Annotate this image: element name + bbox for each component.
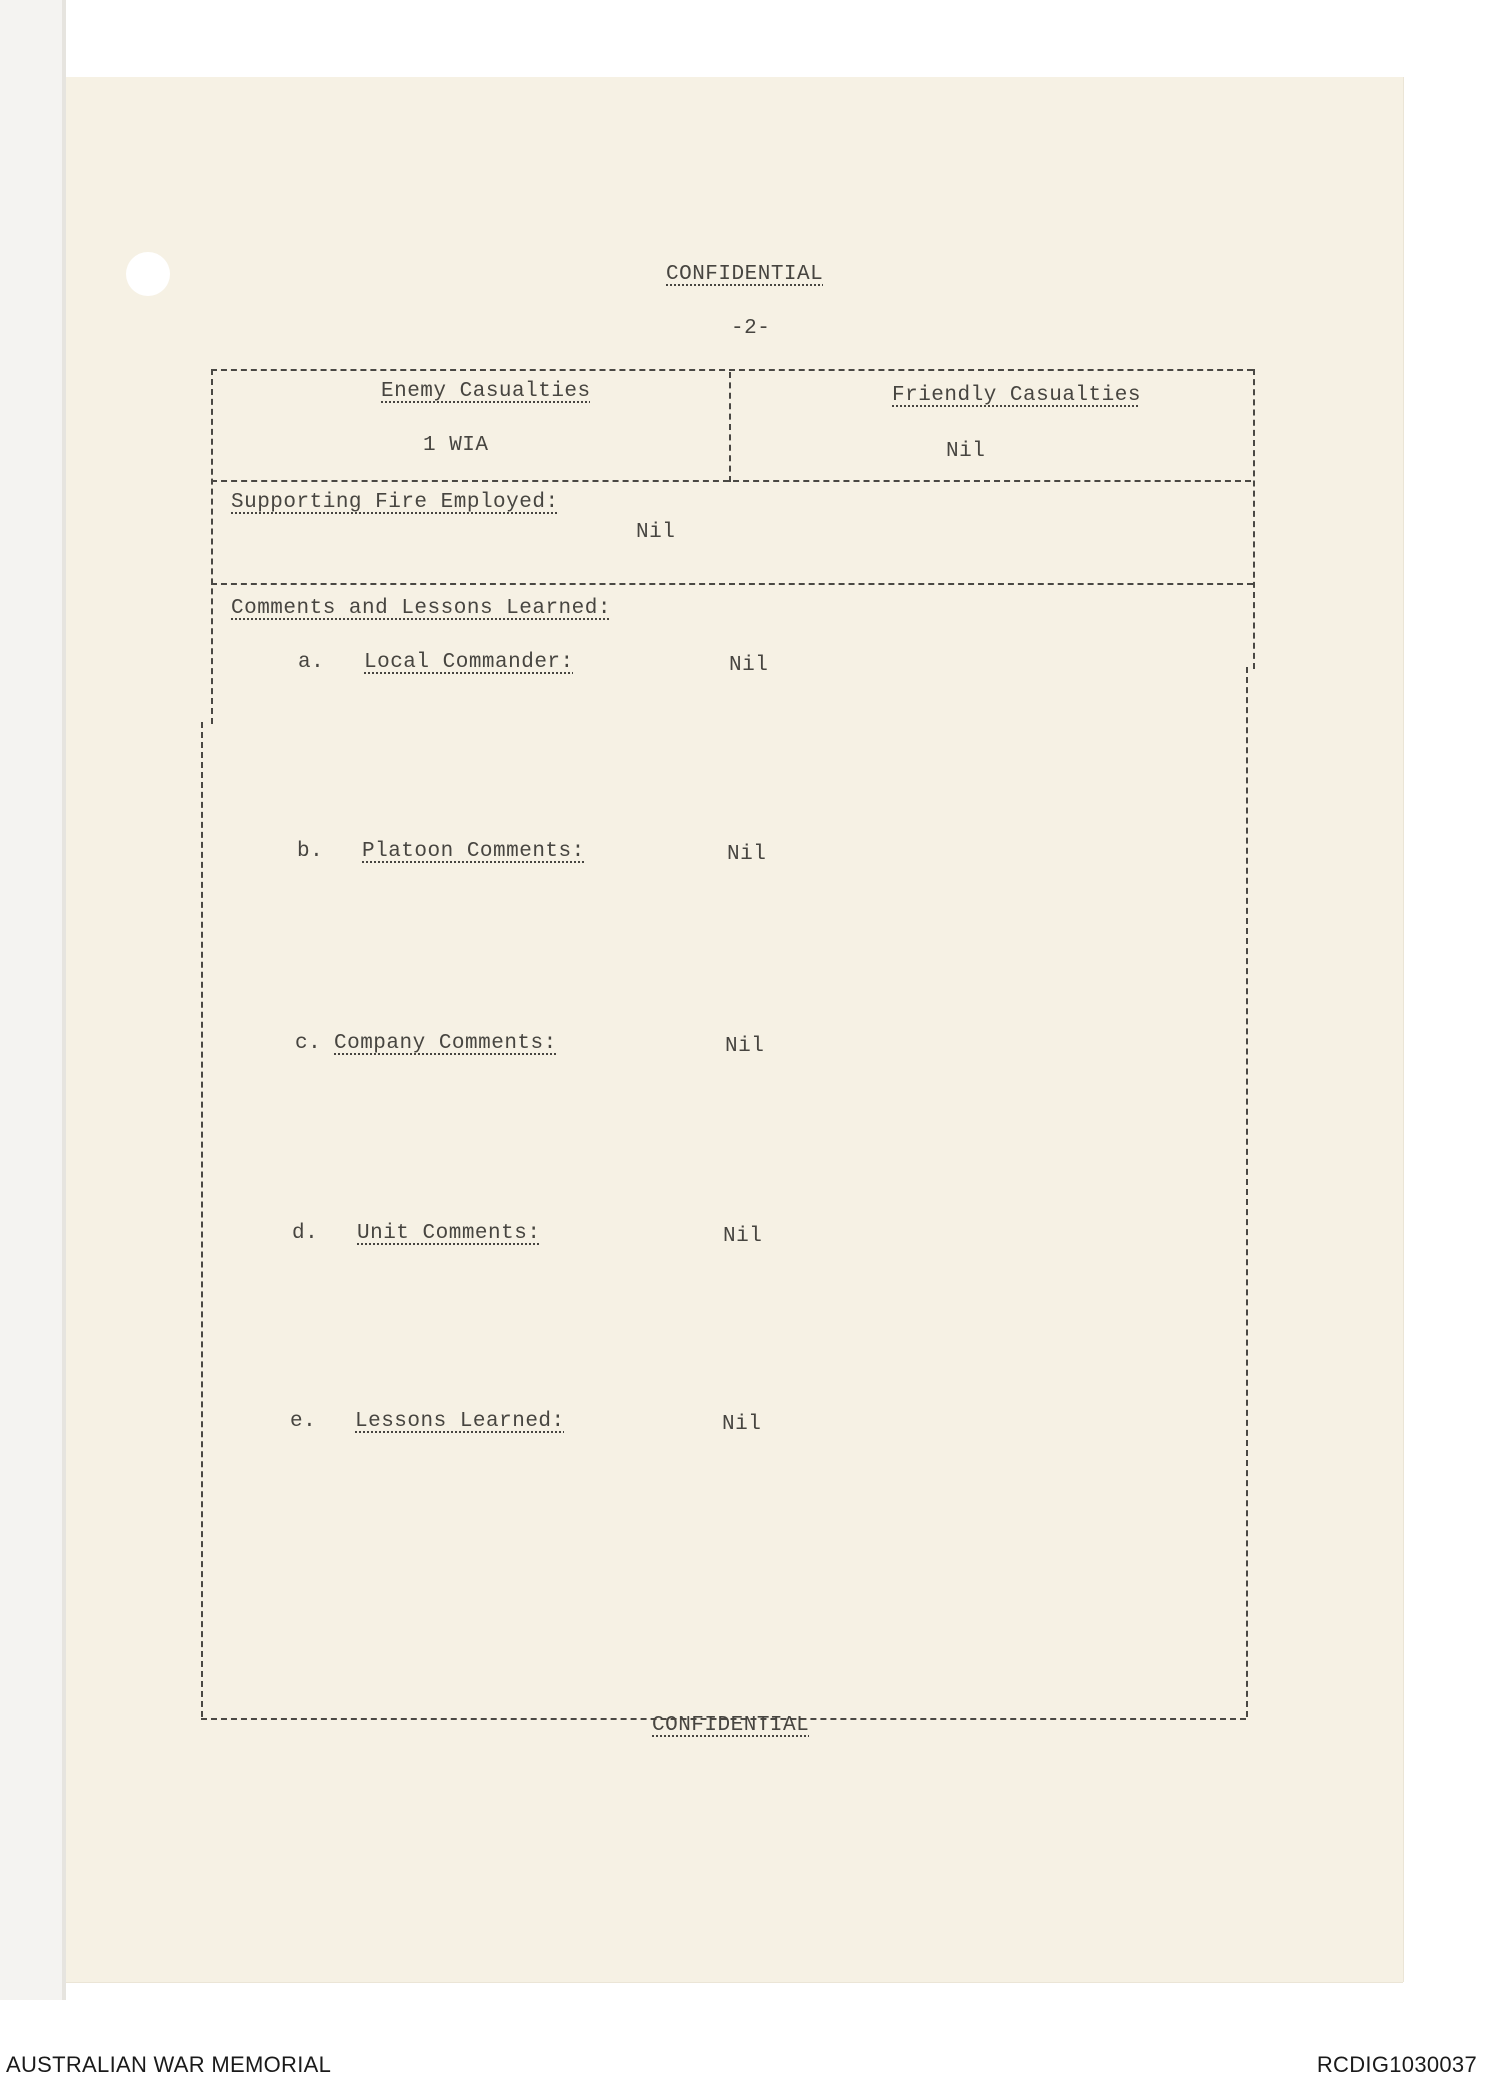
table-top-border — [211, 369, 1253, 371]
platoon-comments-label: Platoon Comments: — [362, 840, 585, 863]
comments-heading: Comments and Lessons Learned: — [231, 597, 611, 620]
paper-sheet — [66, 77, 1403, 1982]
lessons-learned-value: Nil — [722, 1413, 762, 1436]
comment-item-letter: b. — [297, 840, 324, 863]
friendly-casualties-value: Nil — [946, 440, 986, 463]
archive-item-id: RCDIG1030037 — [1316, 2052, 1477, 2077]
enemy-casualties-label: Enemy Casualties — [381, 380, 591, 403]
casualties-divider — [729, 372, 731, 482]
friendly-casualties-label: Friendly Casualties — [892, 384, 1141, 407]
table-right-border-lower — [1246, 667, 1248, 1717]
platoon-comments-value: Nil — [727, 843, 767, 866]
footer-classification: CONFIDENTIAL — [652, 1714, 810, 1737]
unit-comments-value: Nil — [723, 1225, 763, 1248]
punch-hole — [126, 252, 170, 296]
supporting-fire-bottom-border — [211, 583, 1253, 585]
company-comments-value: Nil — [725, 1035, 765, 1058]
supporting-fire-label: Supporting Fire Employed: — [231, 491, 559, 514]
comment-item-letter: d. — [292, 1222, 319, 1245]
enemy-casualties-value: 1 WIA — [423, 434, 489, 457]
local-commander-label: Local Commander: — [364, 651, 574, 674]
comment-item-letter: c. — [295, 1032, 322, 1055]
lessons-learned-label: Lessons Learned: — [355, 1410, 565, 1433]
company-comments-label: Company Comments: — [334, 1032, 557, 1055]
table-left-border-upper — [211, 369, 213, 724]
table-left-border-lower — [201, 722, 203, 1717]
page-number: -2- — [731, 317, 771, 340]
local-commander-value: Nil — [729, 654, 769, 677]
comment-item-letter: e. — [290, 1410, 317, 1433]
comment-item-letter: a. — [298, 651, 325, 674]
header-classification: CONFIDENTIAL — [666, 263, 824, 286]
unit-comments-label: Unit Comments: — [357, 1222, 541, 1245]
scan-left-strip — [0, 0, 62, 2000]
casualties-bottom-border — [211, 480, 1251, 482]
archive-institution: AUSTRALIAN WAR MEMORIAL — [6, 2052, 332, 2077]
table-right-border-upper — [1253, 369, 1255, 669]
supporting-fire-value: Nil — [636, 521, 676, 544]
